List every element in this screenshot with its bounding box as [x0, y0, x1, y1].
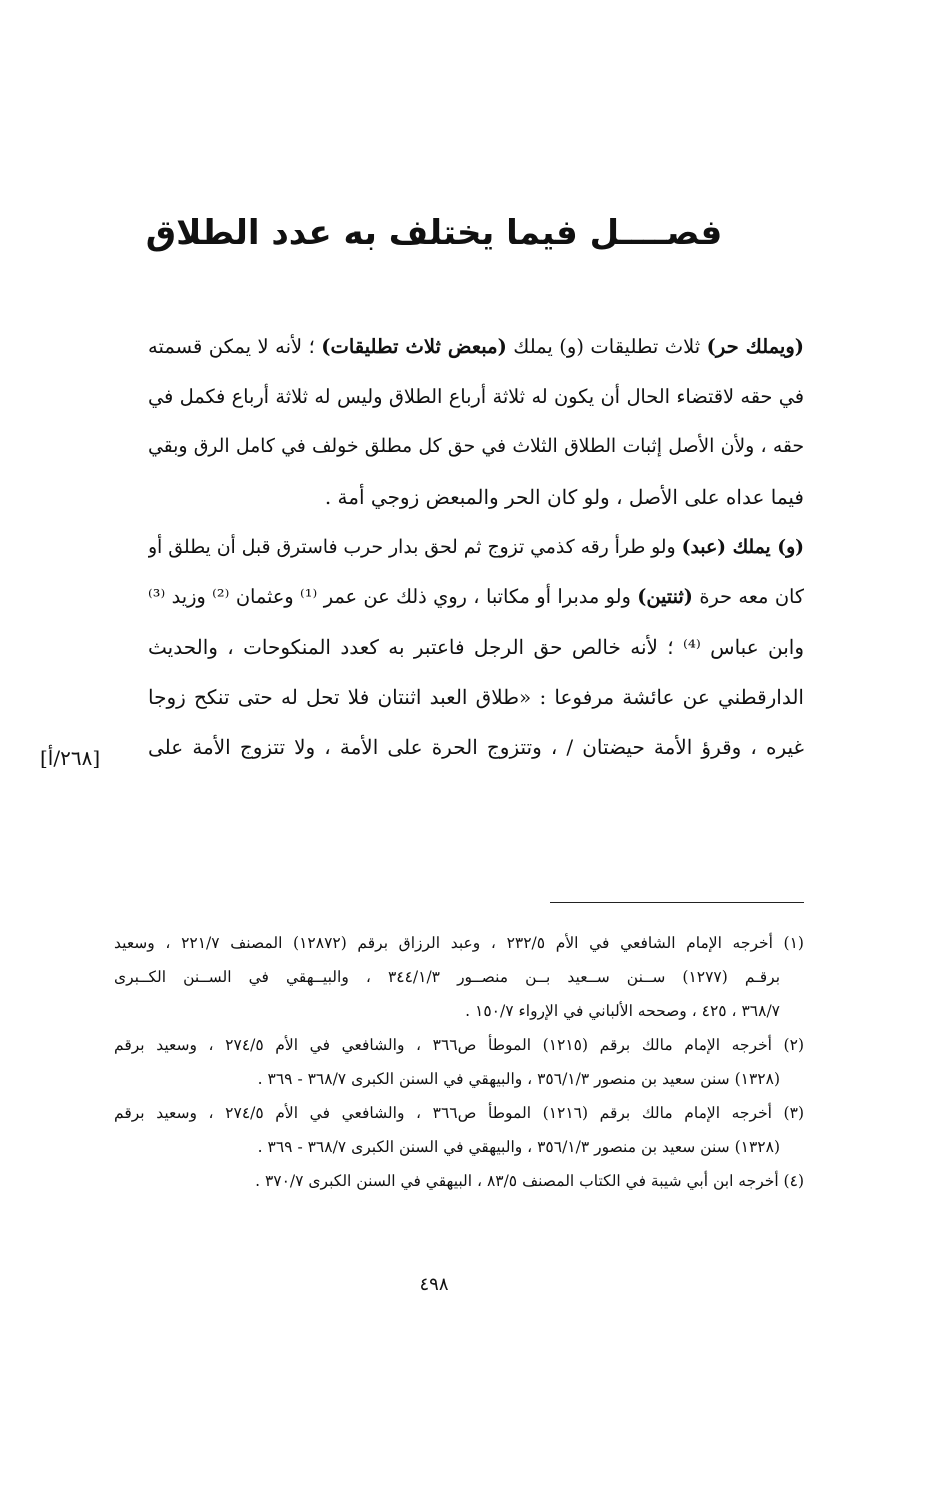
footnote-line: (١) أخرجه الإمام الشافعي في الأم ٢٣٢/٥ ، وعبد الرزاق برقم (١٢٨٧٢) المصنف ٢٢١/٧ ، وسعيد [114, 934, 804, 952]
text-line-6 [148, 572, 804, 622]
main-text [148, 322, 804, 772]
chapter-title: فصــــل فيما يختلف به عدد الطلاق [145, 213, 723, 253]
footnote-1 [114, 926, 804, 1028]
text-line-9: غيره ، وقرؤ الأمة حيضتان / ، وتتزوج الحرة على الأمة ، ولا تتزوج الأمة على [148, 735, 804, 759]
footnote-separator [550, 902, 804, 903]
bold-term: (و) يملك (عبد) [681, 536, 804, 558]
footnote-line: (١٣٢٨) سنن سعيد بن منصور ٣٥٦/١/٣ ، والبيهقي في السنن الكبرى ٣٦٨/٧ - ٣٦٩ . [257, 1070, 780, 1088]
manuscript-folio-marker: [٢٦٨/أ] [40, 746, 101, 770]
text-segment: ؛ لأنه لا يمكن قسمته [148, 335, 322, 358]
footnote-2 [114, 1028, 804, 1096]
footnote-line: ٣٦٨/٧ ، ٤٢٥ ، وصححه الألباني في الإرواء ١٥٠/٧ . [465, 1002, 780, 1020]
text-line-3: حقه ، ولأن الأصل إثبات الطلاق الثلاث في حق كل مطلق خولف في كامل الرق وبقي [148, 436, 804, 457]
footnote-line: (٣) أخرجه الإمام مالك برقم (١٢١٦) الموطأ ص٣٦٦ ، والشافعي في الأم ٢٧٤/٥ ، وسعيد برقم [114, 1104, 804, 1122]
text-segment: ولو مدبرا أو مكاتبا ، روي ذلك عن عمر ⁽¹⁾ وعثمان ⁽²⁾ وزيد ⁽³⁾ [148, 585, 638, 608]
footnote-3 [114, 1096, 804, 1164]
bold-term: (ثنتين) [637, 585, 693, 608]
footnote-4 [114, 1164, 804, 1198]
text-line-1 [148, 322, 804, 372]
bold-term: (ويملك حر) [706, 335, 804, 358]
footnote-line: (٤) أخرجه ابن أبي شيبة في الكتاب المصنف ٨٣/٥ ، البيهقي في السنن الكبرى ٣٧٠/٧ . [255, 1172, 804, 1190]
text-line-8: الدارقطني عن عائشة مرفوعا : «طلاق العبد اثنتان فلا تحل له حتى تنكح زوجا [148, 685, 804, 709]
page-number: ٤٩٨ [419, 1274, 449, 1295]
text-line-2: في حقه لاقتضاء الحال أن يكون له ثلاثة أرباع الطلاق وليس له ثلاثة أرباع فكمل في [148, 385, 804, 408]
text-segment: كان معه حرة [692, 585, 804, 608]
bold-term: (مبعض ثلاث تطليقات) [321, 335, 507, 358]
text-line-4: فيما عداه على الأصل ، ولو كان الحر والمبعض زوجي أمة . [324, 485, 804, 509]
text-line-5 [148, 522, 804, 572]
footnotes [114, 926, 804, 1198]
text-line-7: وابن عباس ⁽⁴⁾ ؛ لأنه خالص حق الرجل فاعتبر به كعدد المنكوحات ، والحديث [148, 635, 804, 659]
text-segment: ولو طرأ رقه كذمي تزوج ثم لحق بدار حرب فاسترق قبل أن يطلق أو [148, 537, 682, 558]
footnote-line: (٢) أخرجه الإمام مالك برقم (١٢١٥) الموطأ ص٣٦٦ ، والشافعي في الأم ٢٧٤/٥ ، وسعيد برقم [114, 1036, 804, 1054]
footnote-line: (١٣٢٨) سنن سعيد بن منصور ٣٥٦/١/٣ ، والبيهقي في السنن الكبرى ٣٦٨/٧ - ٣٦٩ . [257, 1138, 780, 1156]
text-segment: ثلاث تطليقات (و) يملك [506, 335, 707, 358]
footnote-line: برقـم (١٢٧٧) ســنن ســعيد بــن منصــور ٣٤٤/١/٣ ، والبيــهقي في الســنن الكــبرى [114, 968, 781, 986]
